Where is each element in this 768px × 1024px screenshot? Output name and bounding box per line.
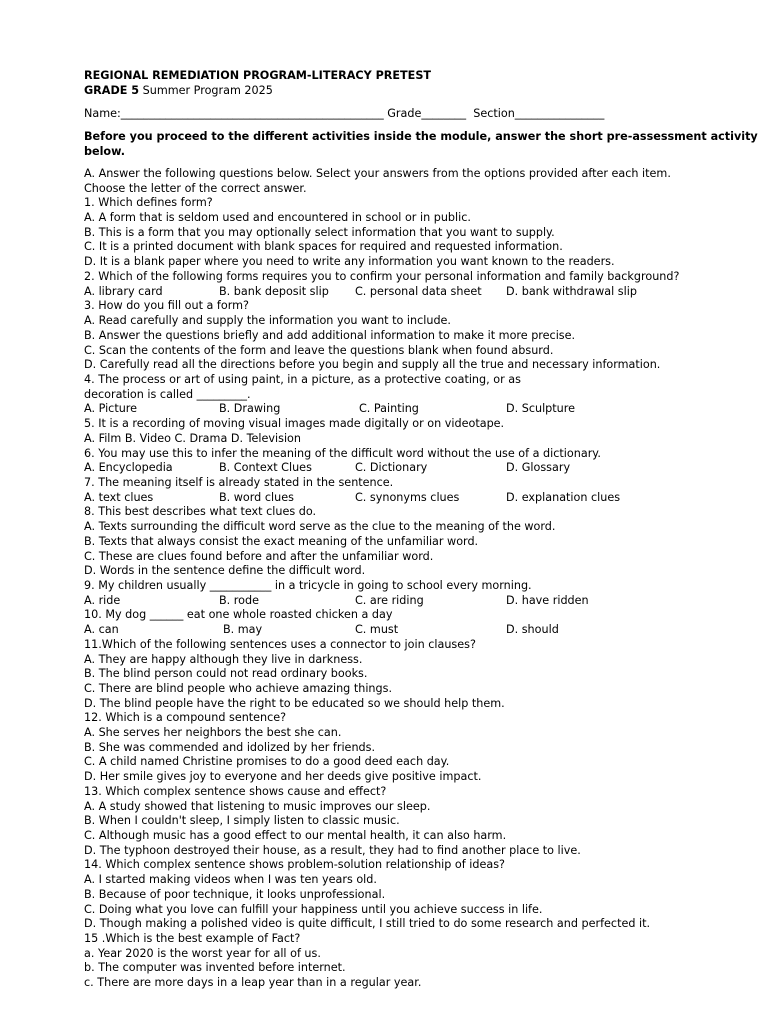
question-12-option-a: A. She serves her neighbors the best she can. [84,726,342,739]
question-3-option-b: B. Answer the questions briefly and add additional information to make it more precise. [84,329,576,342]
question-1-option-a: A. A form that is seldom used and encountered in school or in public. [84,211,471,224]
question-8-option-d: D. Words in the sentence define the difficult word. [84,564,366,577]
question-3: 3. How do you fill out a form? [84,299,249,312]
question-6-option-b: B. Context Clues [219,461,312,474]
question-1-option-c: C. It is a printed document with blank spaces for required and requested information. [84,240,563,253]
question-10-option-a: A. can [84,623,119,636]
question-15-option-b: b. The computer was invented before internet. [84,961,346,974]
question-14-option-b: B. Because of poor technique, it looks unprofessional. [84,888,386,901]
question-10: 10. My dog ______ eat one whole roasted chicken a day [84,608,393,621]
question-4-option-d: D. Sculpture [506,402,575,415]
section-field[interactable]: Section________________ [473,107,605,120]
question-15: 15 .Which is the best example of Fact? [84,932,301,945]
grade-level: GRADE 5 [84,84,140,97]
section-a-directions-1: A. Answer the following questions below. Select your answers from the options provided after each item. [84,167,671,180]
question-4-option-a: A. Picture [84,402,138,415]
question-9-option-c: C. are riding [355,594,424,607]
question-8-option-b: B. Texts that always consist the exact meaning of the unfamiliar word. [84,535,479,548]
question-4-option-b: B. Drawing [219,402,281,415]
question-10-option-b: B. may [223,623,263,636]
grade-line [84,84,273,98]
name-label: Name: [84,107,121,120]
question-5: 5. It is a recording of moving visual images made digitally or on videotape. [84,417,505,430]
instructions-line-2: below. [84,145,125,158]
question-2-option-c: C. personal data sheet [355,285,482,298]
question-8-option-a: A. Texts surrounding the difficult word serve as the clue to the meaning of the word. [84,520,556,533]
question-4-line-2: decoration is called _________. [84,388,251,401]
question-14-option-c: C. Doing what you love can fulfill your happiness until you achieve success in life. [84,903,543,916]
student-info-line [84,107,604,121]
question-13-option-a: A. A study showed that listening to music improves our sleep. [84,800,431,813]
question-13-option-c: C. Although music has a good effect to our mental health, it can also harm. [84,829,507,842]
question-11: 11.Which of the following sentences uses a connector to join clauses? [84,638,476,651]
question-9-option-a: A. ride [84,594,121,607]
question-11-option-a: A. They are happy although they live in darkness. [84,653,363,666]
question-13-option-b: B. When I couldn't sleep, I simply listen to classic music. [84,814,400,827]
question-6-option-d: D. Glossary [506,461,571,474]
question-7: 7. The meaning itself is already stated in the sentence. [84,476,394,489]
question-6-option-c: C. Dictionary [355,461,428,474]
question-1-option-b: B. This is a form that you may optionally select information that you want to supply. [84,226,555,239]
question-8: 8. This best describes what text clues do. [84,505,317,518]
question-3-option-d: D. Carefully read all the directions before you begin and supply all the true and necessary information. [84,358,661,371]
question-4-option-c: C. Painting [359,402,419,415]
question-12-option-c: C. A child named Christine promises to do a good deed each day. [84,755,450,768]
question-14-option-a: A. I started making videos when I was ten years old. [84,873,377,886]
instructions-line-1: Before you proceed to the different activities inside the module, answer the short pre-assessment activity [84,130,758,143]
question-15-option-a: a. Year 2020 is the worst year for all of us. [84,947,321,960]
question-13-option-d: D. The typhoon destroyed their house, as a result, they had to find another place to live. [84,844,581,857]
question-2-option-b: B. bank deposit slip [219,285,329,298]
question-6: 6. You may use this to infer the meaning of the difficult word without the use of a dictionary. [84,447,601,460]
question-1: 1. Which defines form? [84,196,213,209]
question-11-option-b: B. The blind person could not read ordinary books. [84,667,368,680]
question-5-options: A. Film B. Video C. Drama D. Television [84,432,301,445]
question-7-option-d: D. explanation clues [506,491,621,504]
question-2-option-d: D. bank withdrawal slip [506,285,637,298]
question-1-option-d: D. It is a blank paper where you need to write any information you want known to the readers. [84,255,615,268]
question-8-option-c: C. These are clues found before and after the unfamiliar word. [84,550,434,563]
question-10-option-c: C. must [355,623,399,636]
question-12-option-b: B. She was commended and idolized by her friends. [84,741,376,754]
document-title: REGIONAL REMEDIATION PROGRAM-LITERACY PRETEST [84,69,432,82]
question-13: 13. Which complex sentence shows cause and effect? [84,785,387,798]
question-12-option-d: D. Her smile gives joy to everyone and her deeds give positive impact. [84,770,482,783]
question-11-option-c: C. There are blind people who achieve amazing things. [84,682,393,695]
question-15-option-c: c. There are more days in a leap year than in a regular year. [84,976,422,989]
question-9: 9. My children usually ___________ in a tricycle in going to school every morning. [84,579,532,592]
question-4-line-1: 4. The process or art of using paint, in a picture, as a protective coating, or as [84,373,521,386]
question-7-option-b: B. word clues [219,491,294,504]
grade-field[interactable]: Grade________ [387,107,467,120]
question-9-option-b: B. rode [219,594,259,607]
name-field[interactable]: _______________________________________________ [120,107,384,120]
question-14: 14. Which complex sentence shows problem-solution relationship of ideas? [84,858,505,871]
question-3-option-c: C. Scan the contents of the form and leave the questions blank when found absurd. [84,344,554,357]
question-9-option-d: D. have ridden [506,594,589,607]
program-name: Summer Program 2025 [142,84,273,97]
question-3-option-a: A. Read carefully and supply the information you want to include. [84,314,451,327]
question-11-option-d: D. The blind people have the right to be educated so we should help them. [84,697,505,710]
section-a-directions-2: Choose the letter of the correct answer. [84,182,307,195]
question-6-option-a: A. Encyclopedia [84,461,173,474]
question-2: 2. Which of the following forms requires you to confirm your personal information and family background? [84,270,680,283]
question-10-option-d: D. should [506,623,559,636]
question-7-option-c: C. synonyms clues [355,491,460,504]
question-2-option-a: A. library card [84,285,163,298]
question-14-option-d: D. Though making a polished video is quite difficult, I still tried to do some research and perfected it. [84,917,651,930]
question-12: 12. Which is a compound sentence? [84,711,287,724]
question-7-option-a: A. text clues [84,491,154,504]
